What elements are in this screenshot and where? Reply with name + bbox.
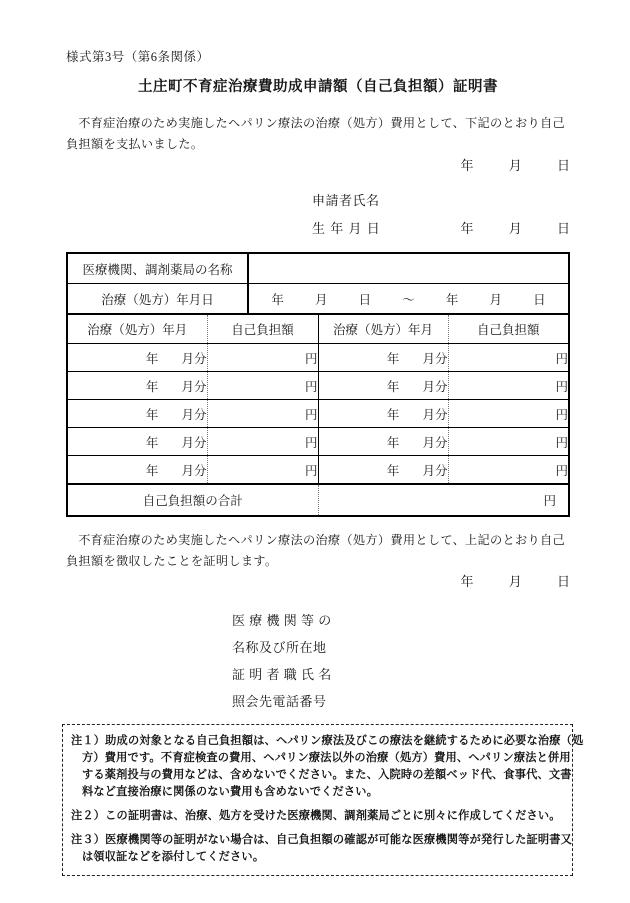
amount-cell: 円: [448, 456, 568, 485]
amount-cell: 円: [207, 428, 318, 456]
certification-paragraph: [66, 530, 570, 571]
amount-cell: 円: [207, 344, 318, 372]
table-row: [68, 344, 568, 372]
fee-table-header-row: [68, 315, 568, 344]
certification-line-2: 負担額を徴収したことを証明します。: [66, 553, 278, 568]
institution-name-row: [68, 254, 568, 284]
declaration-date: 年 月 日: [460, 158, 570, 173]
month-cell: 年 月分: [318, 372, 448, 400]
note-item-3: [71, 832, 573, 866]
applicant-name-label: 申請者氏名: [312, 193, 380, 208]
note-line: 方）費用です。不育症検査の費用、ヘパリン療法以外の治療（処方）費用、ヘパリン療法と併用: [82, 752, 571, 764]
amount-cell: 円: [207, 372, 318, 400]
note-line: する薬剤投与の費用などは、含めないでください。また、入院時の差額ベッド代、食事代、文書: [82, 769, 572, 781]
page-title: 土庄町不育症治療費助成申請額（自己負担額）証明書: [138, 79, 498, 95]
note-item-2: [71, 808, 564, 825]
total-row: [68, 484, 568, 515]
declaration-line-2: 負担額を支払いました。: [66, 136, 204, 151]
certifier-address-label: 名称及び所在地: [232, 640, 327, 655]
column-header-amount-left: 自己負担額: [207, 315, 318, 344]
column-header-month-left: 治療（処方）年月: [68, 315, 207, 344]
certifier-name-label: 証 明 者 職 氏 名: [232, 667, 332, 682]
column-header-month-right: 治療（処方）年月: [318, 315, 448, 344]
amount-cell: 円: [207, 400, 318, 428]
table-row: [68, 428, 568, 456]
note-line: は領収証などを添付してください。: [82, 851, 265, 863]
note-line: 注３）医療機関等の証明がない場合は、自己負担額の確認が可能な医療機関等が発行した証明書又: [71, 834, 573, 846]
month-cell: 年 月分: [68, 344, 207, 372]
fee-table-info-section: [68, 254, 568, 315]
month-cell: 年 月分: [68, 428, 207, 456]
institution-name-value: [248, 254, 568, 284]
certification-date: 年 月 日: [460, 574, 570, 589]
form-number: 様式第3号（第6条関係）: [66, 50, 210, 64]
amount-cell: 円: [448, 372, 568, 400]
birth-date-value: 年 月 日: [460, 221, 570, 236]
note-line: 注１）助成の対象となる自己負担額は、ヘパリン療法及びこの療法を継続するために必要な治療（処: [71, 735, 584, 747]
month-cell: 年 月分: [68, 456, 207, 485]
month-cell: 年 月分: [318, 428, 448, 456]
treatment-period-row: [68, 284, 568, 315]
amount-cell: 円: [448, 344, 568, 372]
note-item-1: [71, 733, 584, 801]
table-row: [68, 372, 568, 400]
certification-line-1: 不育症治療のため実施したヘパリン療法の治療（処方）費用として、上記のとおり自己: [78, 533, 565, 547]
month-cell: 年 月分: [318, 344, 448, 372]
certifier-institution-label: 医 療 機 関 等 の: [232, 613, 332, 628]
fee-table: [66, 252, 570, 517]
amount-cell: 円: [448, 400, 568, 428]
column-header-amount-right: 自己負担額: [448, 315, 568, 344]
note-line: 料など直接治療に関係のない費用も含めないでください。: [82, 786, 379, 798]
notes-box: [62, 724, 584, 876]
declaration-paragraph: [66, 113, 570, 154]
declaration-line-1: 不育症治療のため実施したヘパリン療法の治療（処方）費用として、下記のとおり自己: [78, 116, 565, 130]
treatment-period-label: 治療（処方）年月日: [68, 284, 248, 315]
month-cell: 年 月分: [68, 400, 207, 428]
month-cell: 年 月分: [68, 372, 207, 400]
birth-date-row: [66, 220, 570, 237]
note-line: 注２）この証明書は、治療、処方を受けた医療機関、調剤薬局ごとに別々に作成してください。: [71, 810, 561, 822]
table-row: [68, 456, 568, 485]
treatment-period-value: 年 月 日 ～ 年 月 日: [248, 284, 568, 315]
table-row: [68, 400, 568, 428]
total-amount-cell: 円: [318, 484, 568, 515]
certifier-phone-label: 照会先電話番号: [232, 694, 327, 709]
fee-table-monthly-section: [68, 315, 568, 515]
amount-cell: 円: [207, 456, 318, 485]
birth-date-label: 生 年 月 日: [312, 221, 380, 236]
total-label: 自己負担額の合計: [68, 484, 318, 515]
month-cell: 年 月分: [318, 400, 448, 428]
institution-name-label: 医療機関、調剤薬局の名称: [68, 254, 248, 284]
amount-cell: 円: [448, 428, 568, 456]
month-cell: 年 月分: [318, 456, 448, 485]
certifier-block: [232, 607, 570, 715]
